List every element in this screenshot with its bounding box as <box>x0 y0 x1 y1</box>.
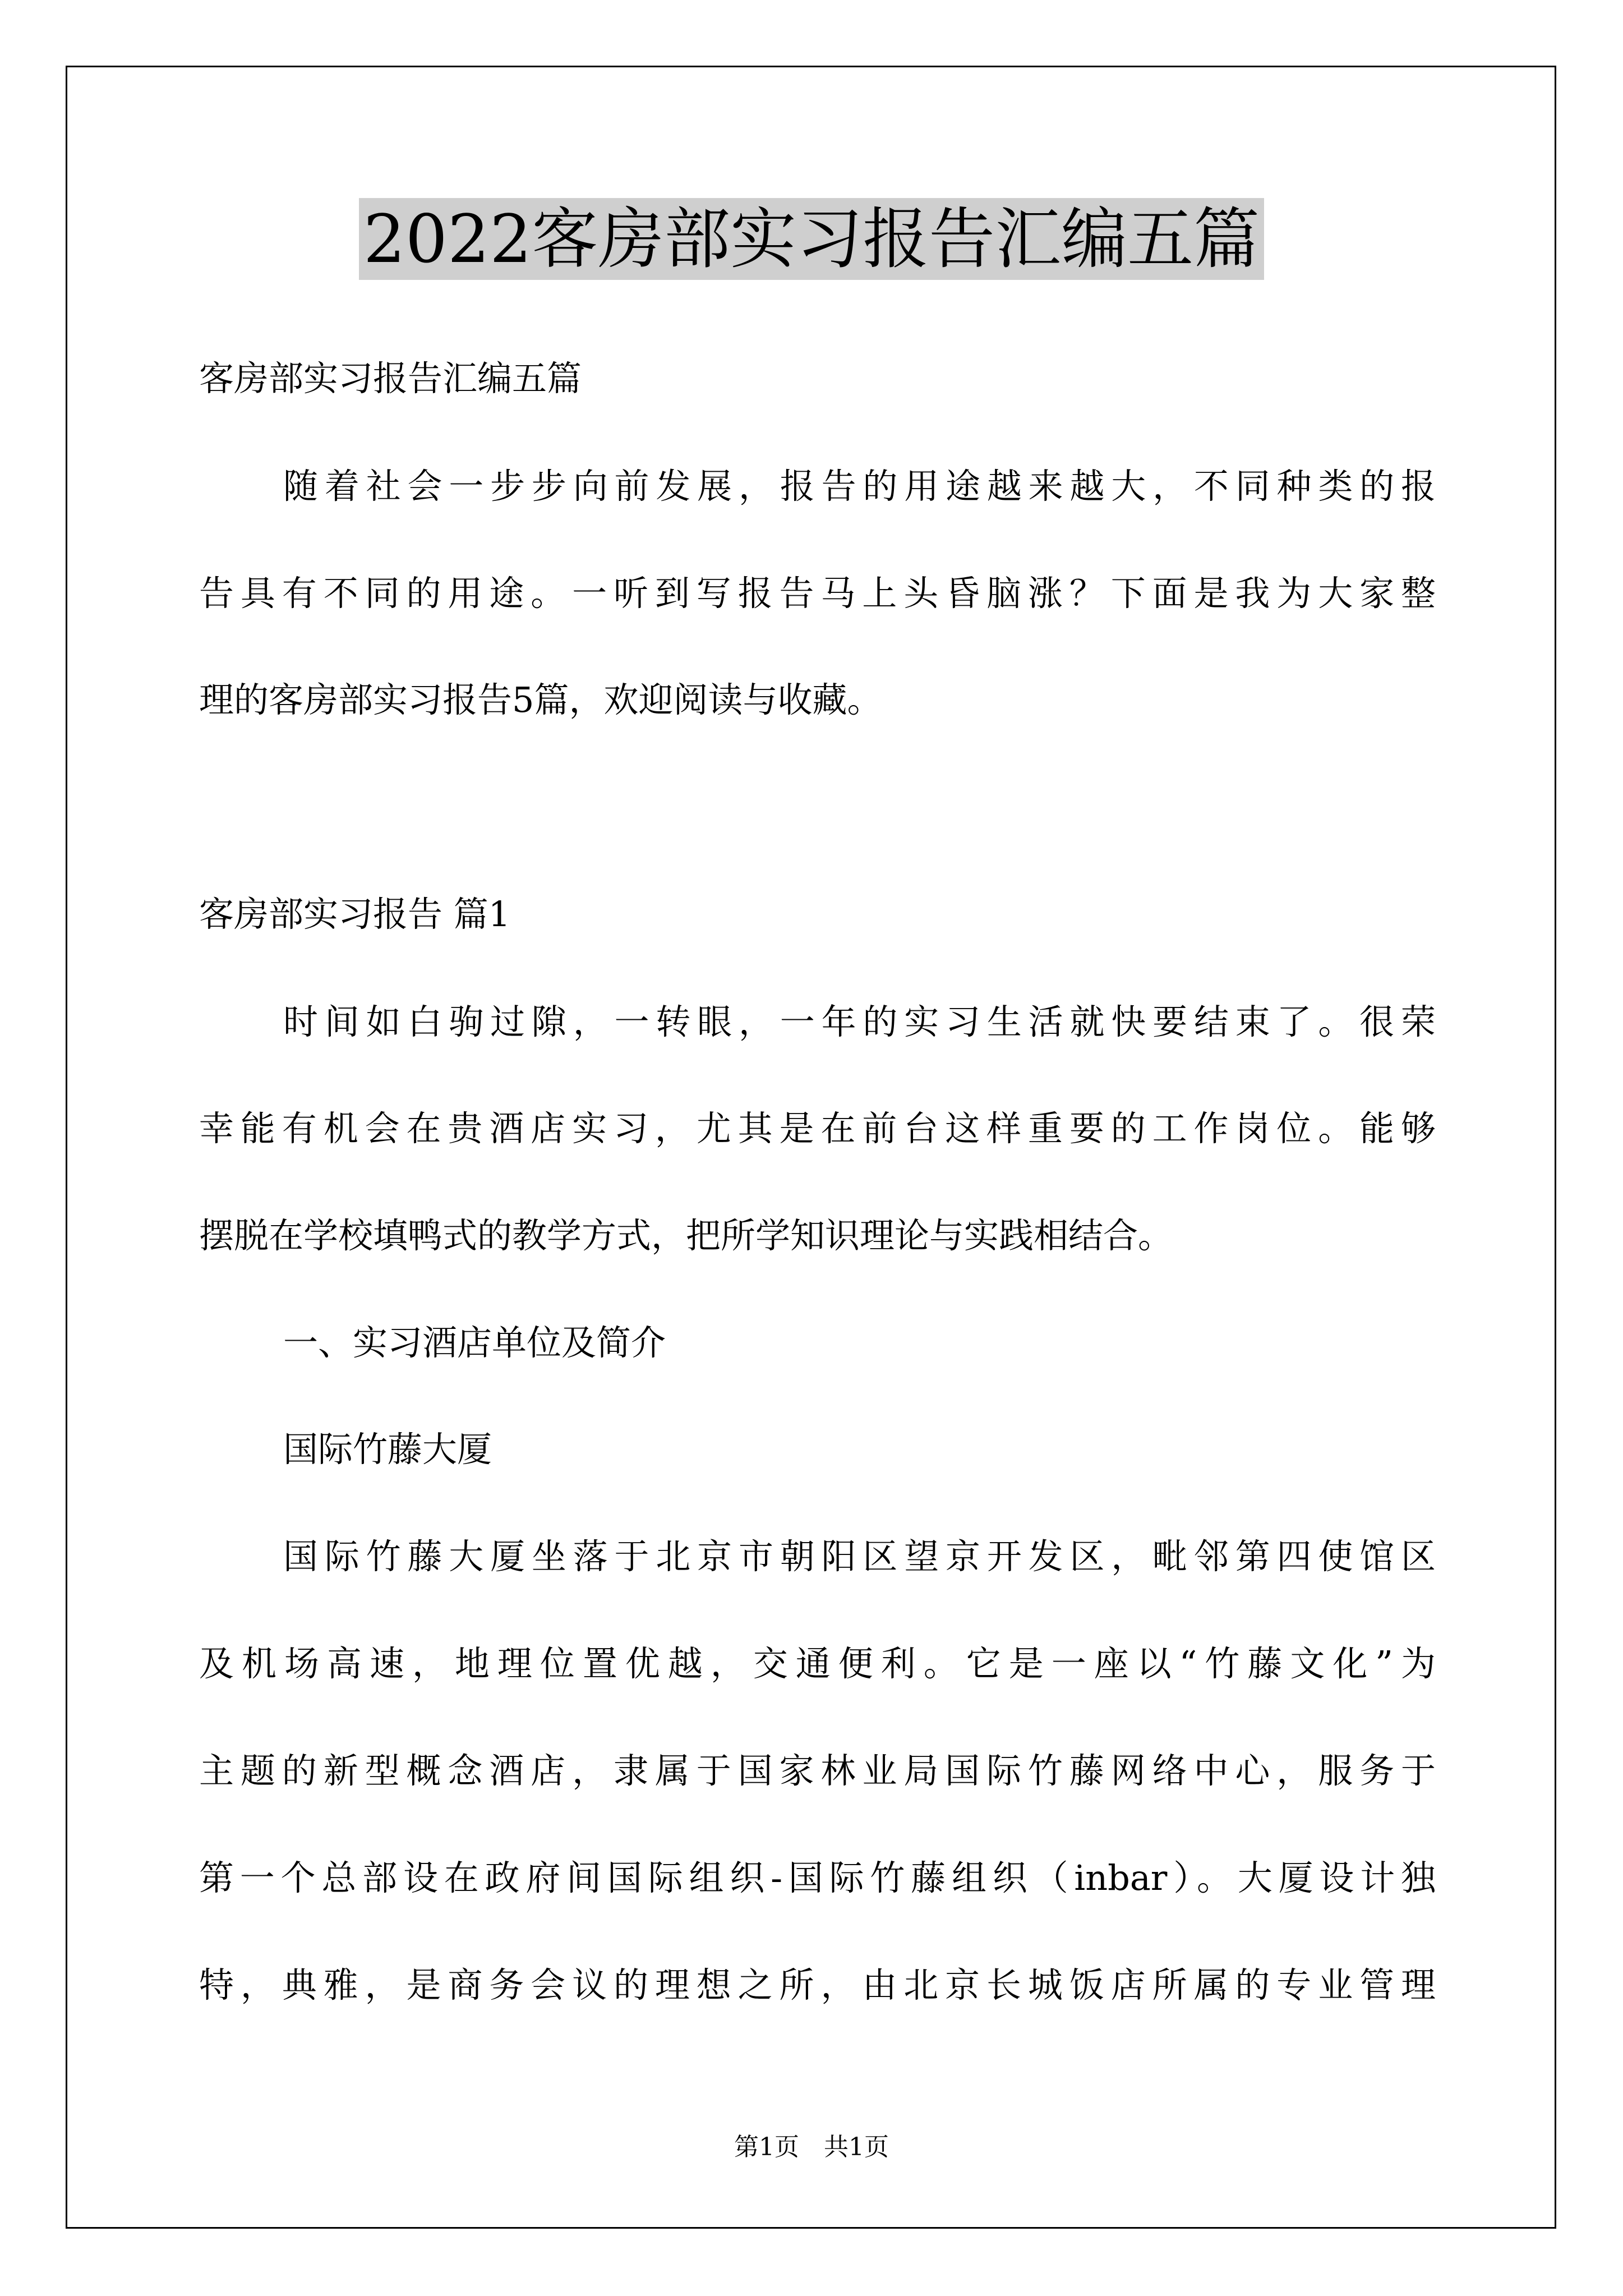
page-footer <box>0 2131 1623 2164</box>
intro-paragraph-line-1: 随着社会一步步向前发展，报告的用途越来越大，不同种类的报 <box>283 466 1436 507</box>
body-paragraph-1-line-1: 时间如白驹过隙，一转眼，一年的实习生活就快要结束了。很荣 <box>283 1001 1436 1042</box>
page-total: 共1页 <box>824 2133 889 2161</box>
intro-paragraph-line-2: 告具有不同的用途。一听到写报告马上头昏脑涨？下面是我为大家整 <box>199 573 1436 614</box>
body-paragraph-1-line-2: 幸能有机会在贵酒店实习，尤其是在前台这样重要的工作岗位。能够 <box>199 1108 1436 1149</box>
body-paragraph-2-line-2: 及机场高速，地理位置优越，交通便利。它是一座以“竹藤文化”为 <box>199 1643 1436 1684</box>
body-paragraph-1-line-3: 摆脱在学校填鸭式的教学方式，把所学知识理论与实践相结合。 <box>199 1215 1173 1256</box>
document-title <box>0 200 1623 278</box>
body-paragraph-2-line-5: 特，典雅，是商务会议的理想之所，由北京长城饭店所属的专业管理 <box>199 1964 1436 2005</box>
section-heading-1: 客房部实习报告 篇1 <box>199 894 511 935</box>
subsection-heading: 一、实习酒店单位及简介 <box>283 1322 666 1363</box>
intro-paragraph-line-3: 理的客房部实习报告5篇，欢迎阅读与收藏。 <box>199 679 882 720</box>
body-paragraph-2-line-4: 第一个总部设在政府间国际组织-国际竹藤组织（inbar）。大厦设计独 <box>199 1857 1436 1898</box>
body-paragraph-2-line-3: 主题的新型概念酒店，隶属于国家林业局国际竹藤网络中心，服务于 <box>199 1750 1436 1791</box>
subtitle-line: 客房部实习报告汇编五篇 <box>199 358 582 399</box>
body-paragraph-2-line-1: 国际竹藤大厦坐落于北京市朝阳区望京开发区，毗邻第四使馆区 <box>283 1536 1436 1577</box>
page-number: 第1页 <box>734 2133 799 2161</box>
document-title-text: 2022客房部实习报告汇编五篇 <box>359 198 1264 280</box>
hotel-name-line: 国际竹藤大厦 <box>283 1429 492 1470</box>
